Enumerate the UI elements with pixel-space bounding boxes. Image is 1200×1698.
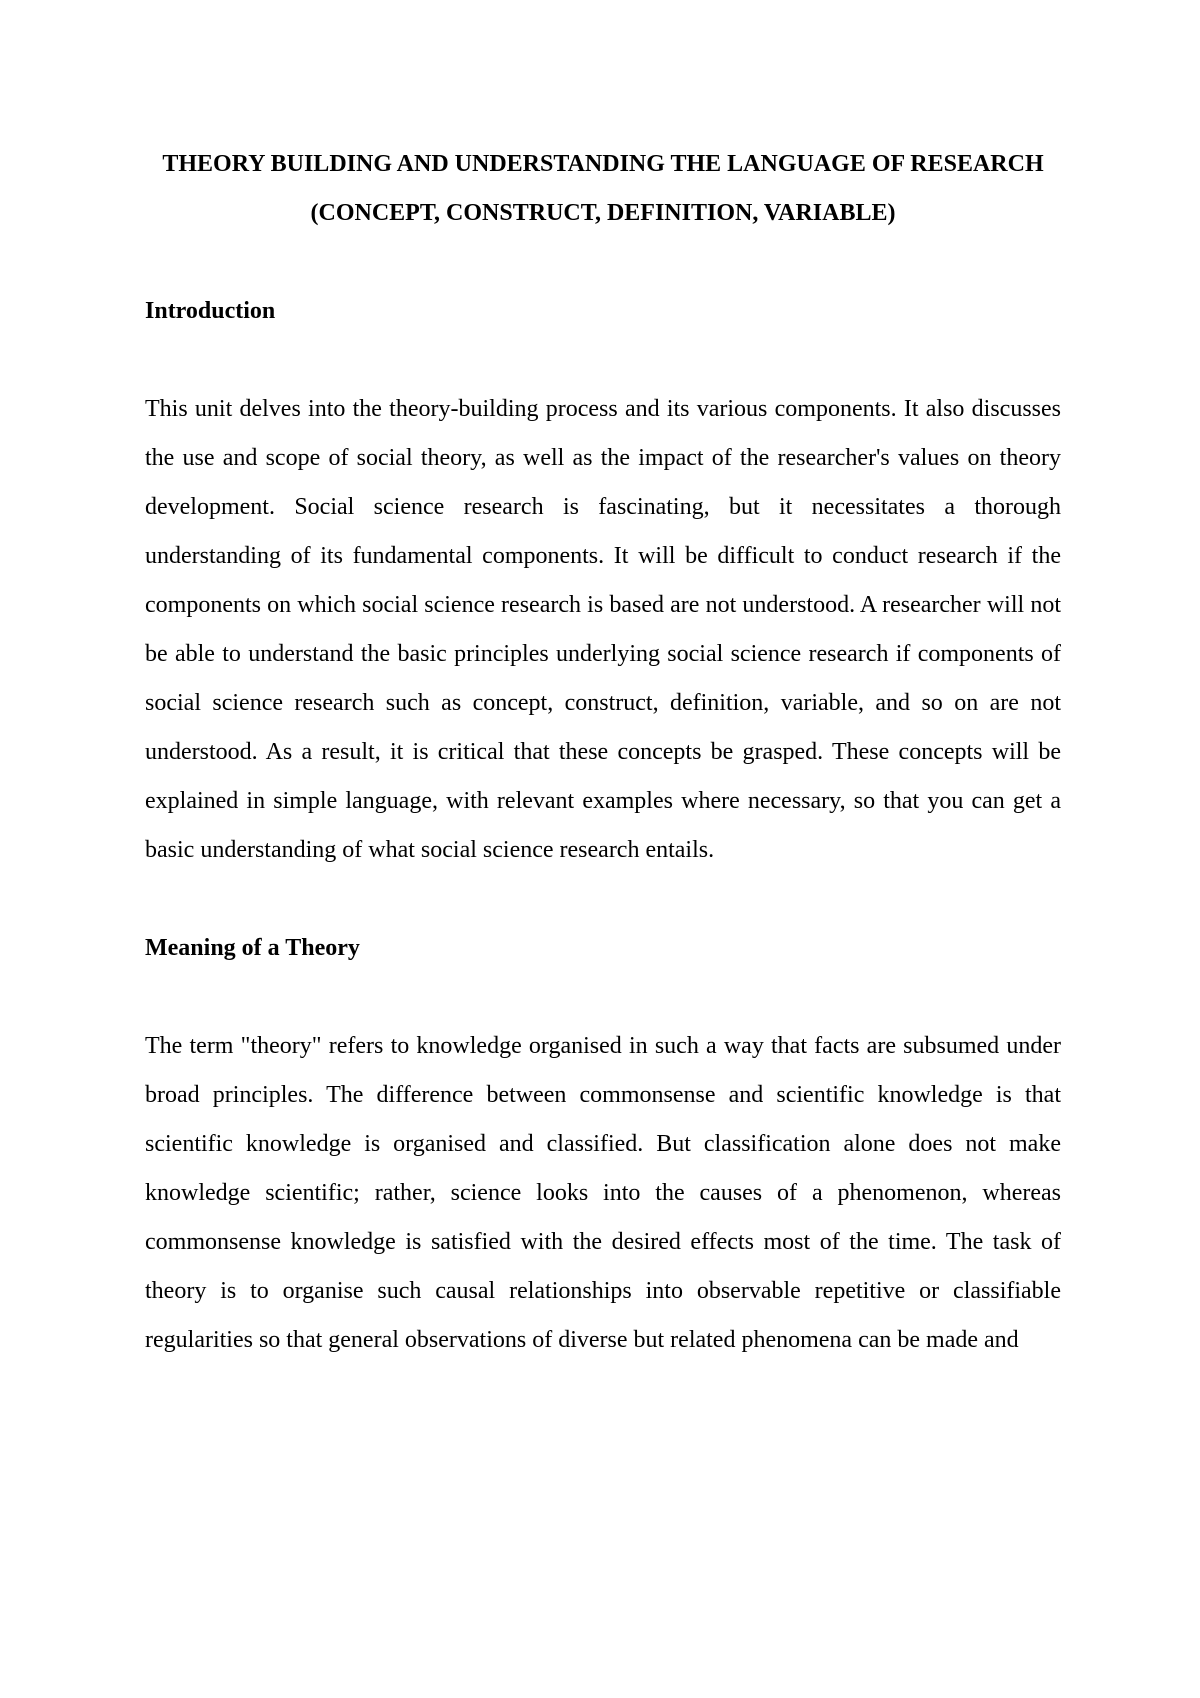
section-paragraph-introduction: This unit delves into the theory-building process and its various components. It also discusses the use and scope of social theory, as well as the impact of the researcher's values on theory development. Social science research is fascinating, but it necessitates a thorough understanding of its fundamental components. It will be difficult to conduct research if the components on which social science research is based are not understood. A researcher will not be able to understand the basic principles underlying social science research if components of social science research such as concept, construct, definition, variable, and so on are not understood. As a result, it is critical that these concepts be grasped. These concepts will be explained in simple language, with relevant examples where necessary, so that you can get a basic understanding of what social science research entails. [145, 396, 1061, 863]
document-body [145, 140, 1061, 1365]
spacer [145, 973, 1061, 1022]
section-paragraph-meaning-of-theory: The term "theory" refers to knowledge organised in such a way that facts are subsumed under broad principles. The difference between commonsense and scientific knowledge is that scientific knowledge is organised and classified. But classification alone does not make knowledge scientific; rather, science looks into the causes of a phenomenon, whereas commonsense knowledge is satisfied with the desired effects most of the time. The task of theory is to organise such causal relationships into observable repetitive or classifiable regularities so that general observations of diverse but related phenomena can be made and [145, 1033, 1061, 1353]
spacer [145, 336, 1061, 385]
section-heading-meaning-of-theory: Meaning of a Theory [145, 935, 360, 961]
document-title: THEORY BUILDING AND UNDERSTANDING THE LANGUAGE OF RESEARCH (CONCEPT, CONSTRUCT, DEFINITION, VARIABLE) [162, 151, 1044, 226]
section-heading-introduction: Introduction [145, 298, 276, 324]
spacer [145, 238, 1061, 287]
spacer [145, 875, 1061, 924]
